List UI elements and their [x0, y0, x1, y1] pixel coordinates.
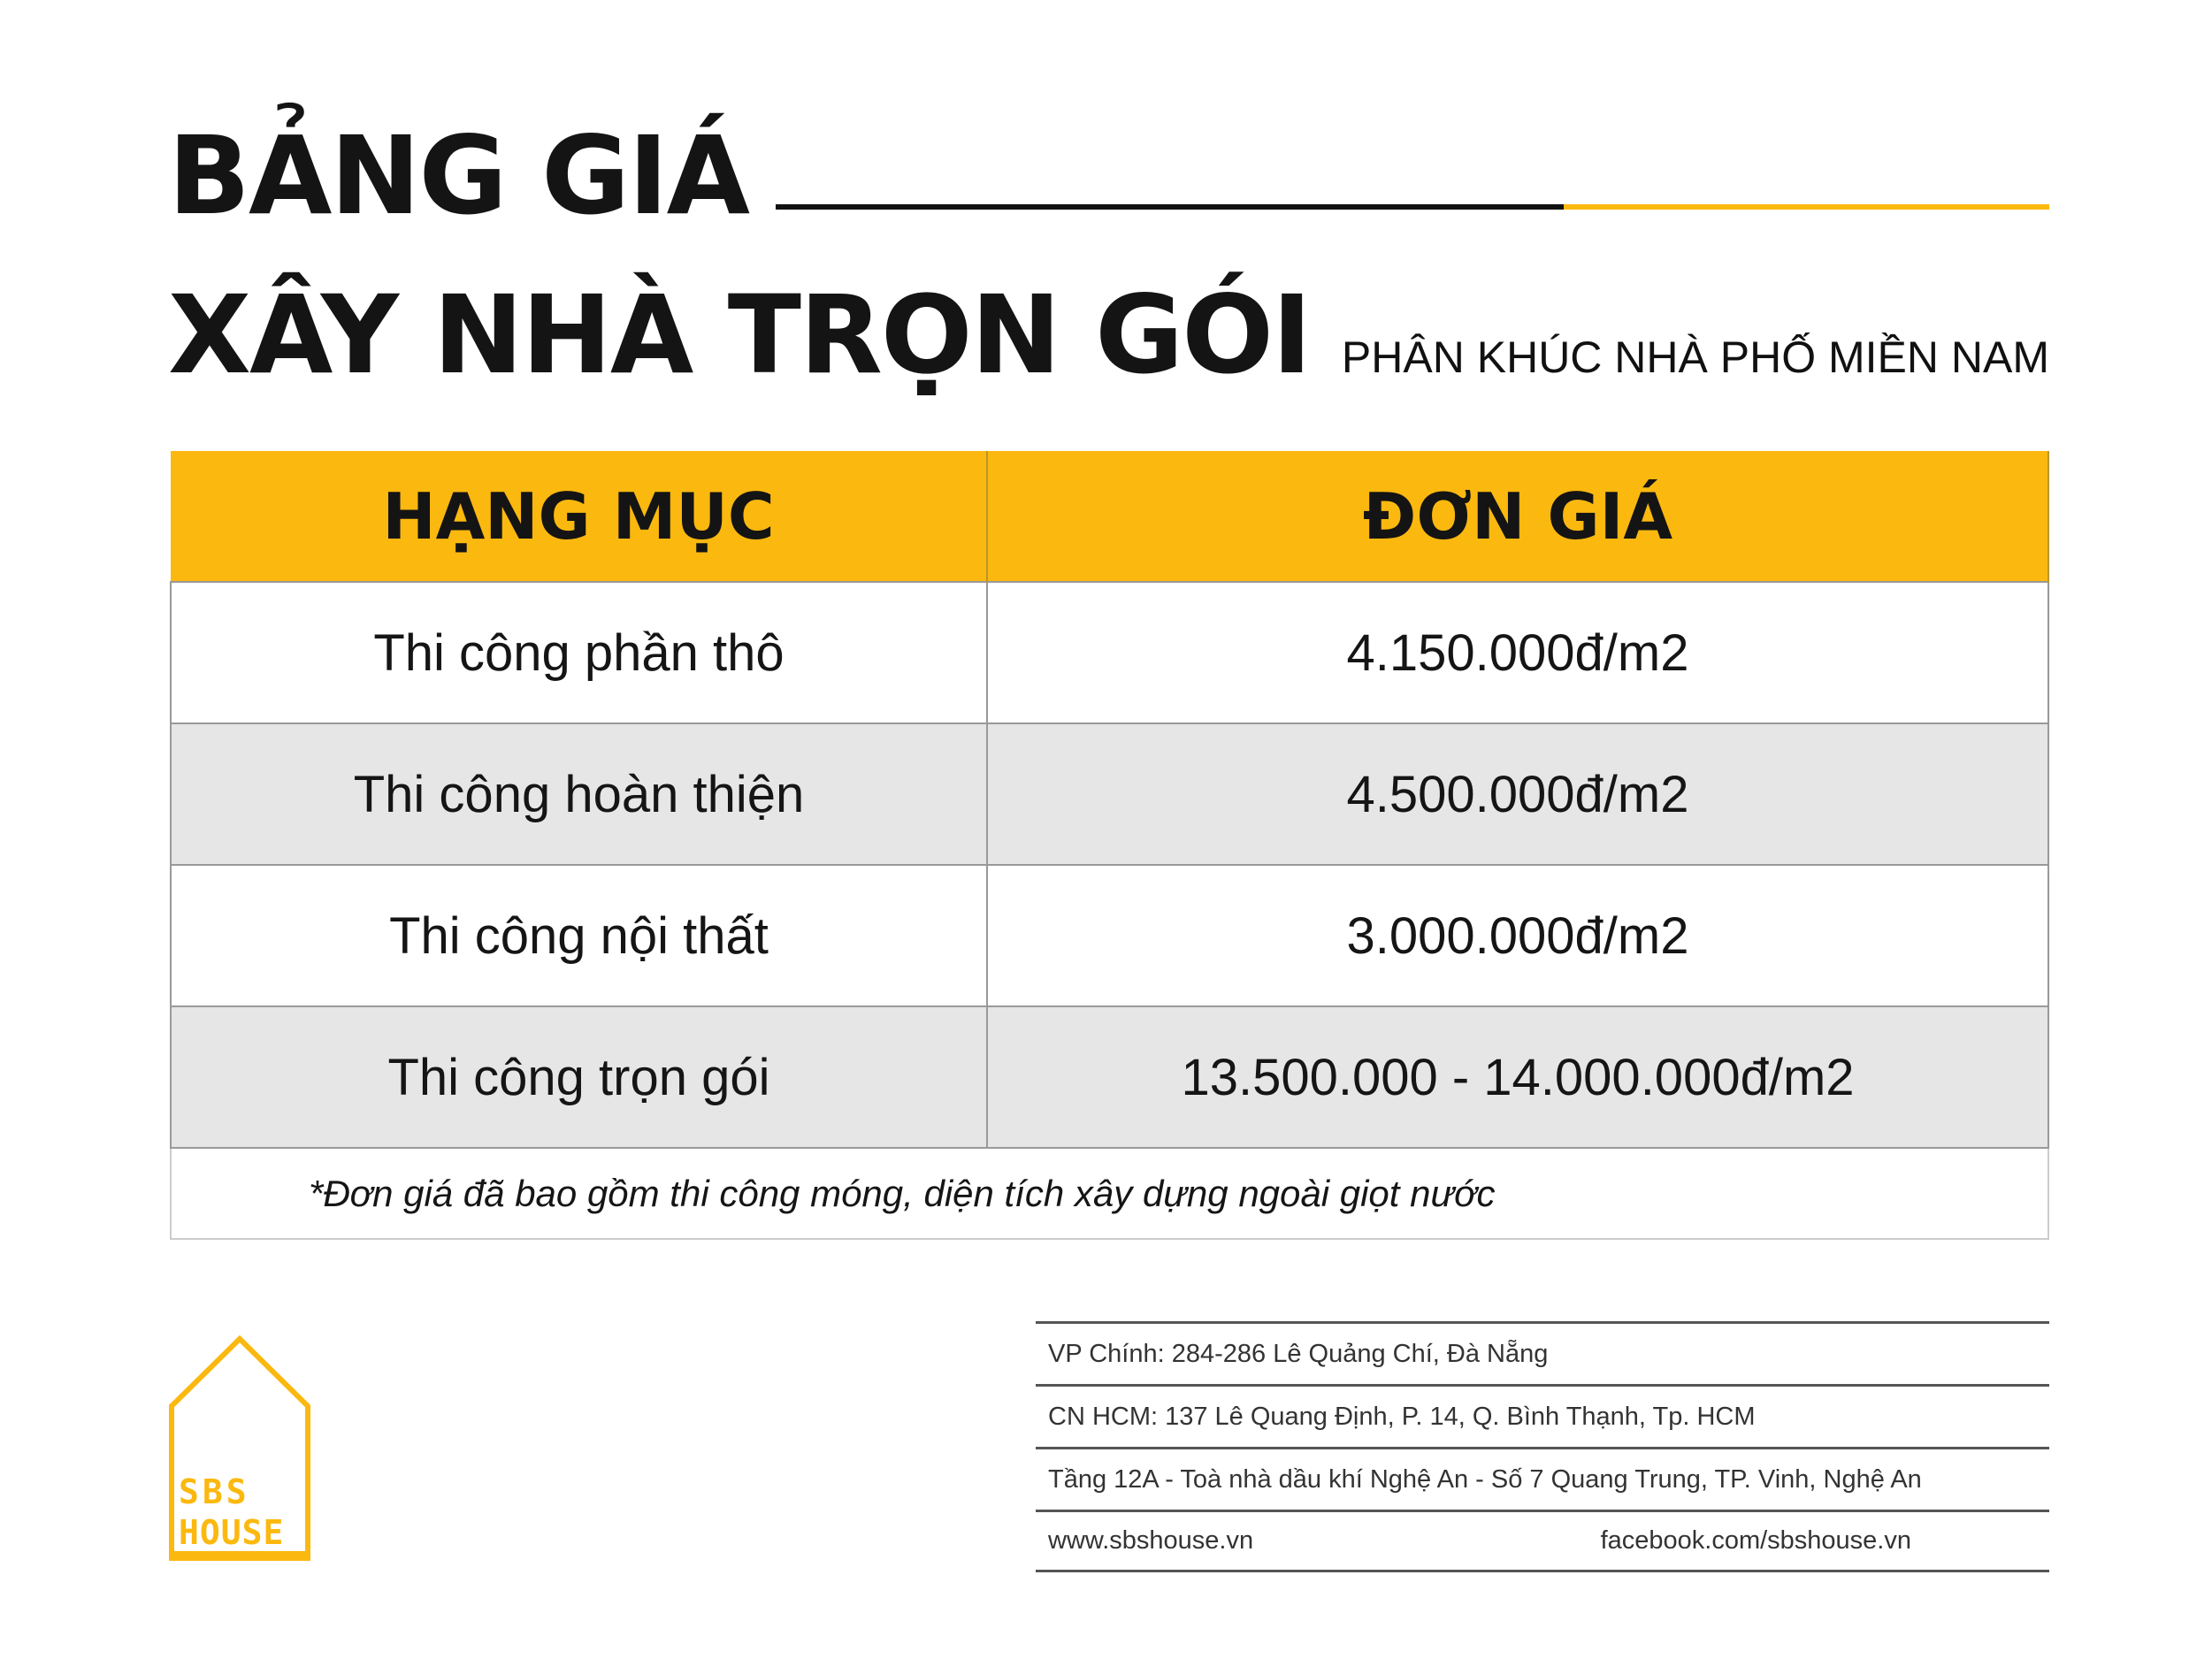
row-price: 13.500.000 - 14.000.000đ/m2: [987, 1006, 2048, 1148]
subtitle: PHÂN KHÚC NHÀ PHỐ MIỀN NAM: [1341, 333, 2049, 382]
office-hcm: CN HCM: 137 Lê Quang Định, P. 14, Q. Bình Thạnh, Tp. HCM: [1036, 1384, 2049, 1447]
svg-text:HOUSE: HOUSE: [179, 1513, 285, 1552]
table-row: [171, 723, 2048, 865]
svg-text:SBS: SBS: [179, 1472, 250, 1511]
row-item: Thi công hoàn thiện: [171, 723, 987, 865]
header-price: ĐƠN GIÁ: [987, 451, 2048, 582]
office-nghean: Tầng 12A - Toà nhà dầu khí Nghệ An - Số 7 Quang Trung, TP. Vinh, Nghệ An: [1036, 1447, 2049, 1510]
header-item: HẠNG MỤC: [171, 451, 987, 582]
price-table: [170, 451, 2049, 1240]
title-divider-yellow: [1564, 204, 2049, 210]
row-price: 4.150.000đ/m2: [987, 582, 2048, 723]
website-link[interactable]: www.sbshouse.vn: [1048, 1526, 1254, 1555]
sbs-house-logo: [168, 1335, 311, 1562]
title-divider-black: [776, 204, 1564, 210]
table-row: [171, 582, 2048, 723]
table-header: [171, 451, 2048, 582]
price-note: *Đơn giá đã bao gồm thi công móng, diện tích xây dựng ngoài giọt nước: [171, 1148, 2048, 1239]
title-line-2: XÂY NHÀ TRỌN GÓI: [168, 272, 1311, 398]
row-price: 4.500.000đ/m2: [987, 723, 2048, 865]
office-main: VP Chính: 284-286 Lê Quảng Chí, Đà Nẵng: [1036, 1321, 2049, 1384]
row-item: Thi công trọn gói: [171, 1006, 987, 1148]
table-row: [171, 865, 2048, 1006]
web-links: [1036, 1510, 2049, 1572]
table-row: [171, 1006, 2048, 1148]
row-price: 3.000.000đ/m2: [987, 865, 2048, 1006]
row-item: Thi công phần thô: [171, 582, 987, 723]
title-line-1: BẢNG GIÁ: [168, 113, 749, 239]
note-row: [171, 1148, 2048, 1239]
contact-footer: [1036, 1321, 2049, 1572]
facebook-link[interactable]: facebook.com/sbshouse.vn: [1600, 1526, 1911, 1555]
row-item: Thi công nội thất: [171, 865, 987, 1006]
